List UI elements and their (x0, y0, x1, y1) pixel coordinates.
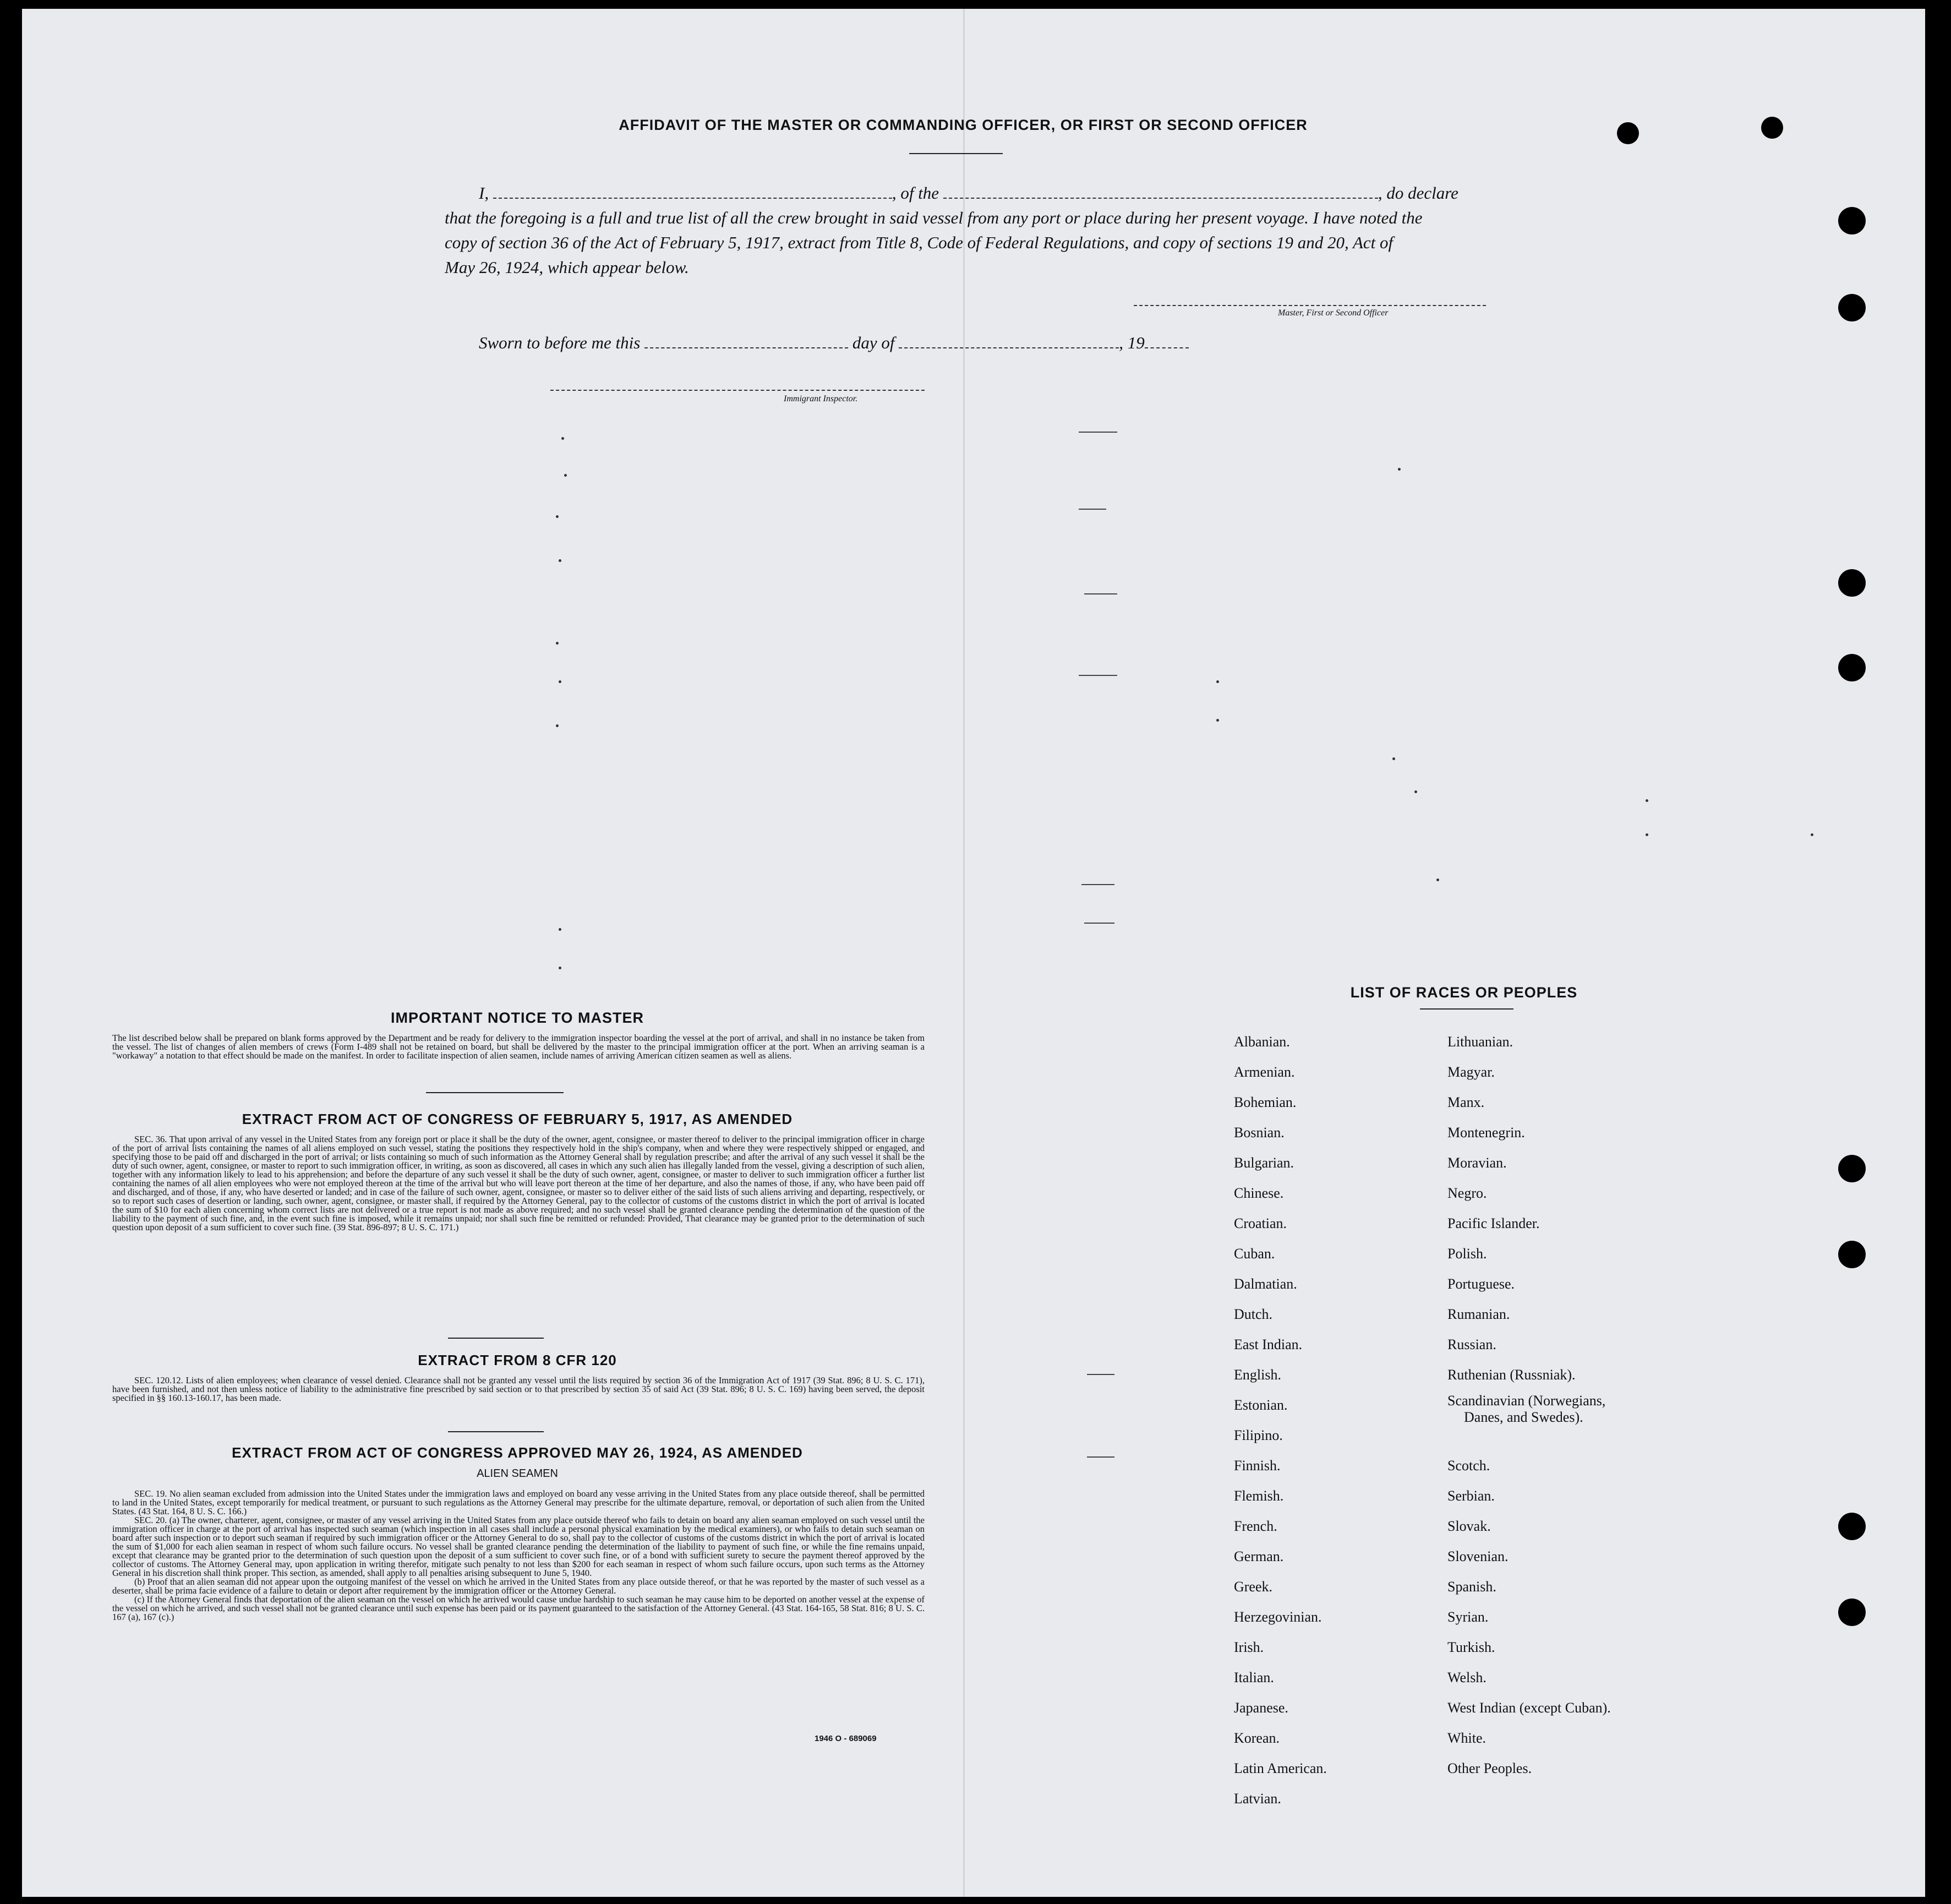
race-item: Scandinavian (Norwegians, (1447, 1393, 1606, 1409)
race-item: Bulgarian. (1234, 1155, 1294, 1171)
race-item: West Indian (except Cuban). (1447, 1700, 1611, 1716)
race-item: Herzegovinian. (1234, 1609, 1322, 1625)
scan-mark (1079, 509, 1106, 510)
race-item: Spanish. (1447, 1579, 1496, 1595)
affidavit-i: I, (479, 183, 489, 203)
scan-speck (556, 724, 559, 727)
sec20b-text: (b) Proof that an alien seaman did not appear upon the outgoing manifest of the vessel on which he arrived in the United States from any place outside thereof, or that he was reported by the master of such vessel as a deserter, shall be prima facie evidence of a failure to detain or deport after requirement by the immigration officer or the Attorney General. (112, 1576, 925, 1596)
race-item: White. (1447, 1730, 1487, 1746)
race-item: French. (1234, 1518, 1277, 1534)
scan-speck (559, 680, 561, 683)
race-item: Flemish. (1234, 1488, 1284, 1504)
race-item: Negro. (1447, 1185, 1487, 1201)
race-item: Dalmatian. (1234, 1276, 1297, 1292)
affidavit-line4: May 26, 1924, which appear below. (445, 258, 689, 277)
scan-speck (1811, 833, 1813, 836)
race-item: Dutch. (1234, 1306, 1273, 1322)
affidavit-declare: , do declare (1378, 183, 1458, 203)
scan-speck (1392, 757, 1395, 760)
race-item: Russian. (1447, 1336, 1496, 1352)
binder-hole (1838, 1513, 1866, 1540)
master-signature-line[interactable] (1134, 301, 1486, 306)
extract-cfr-title: EXTRACT FROM 8 CFR 120 (418, 1352, 617, 1368)
sec19-text: SEC. 19. No alien seaman excluded from admission into the United States under the immigration laws and employed on board any vesse arriving in the United States from any place outside thereof, shall be permitted to land in the United States, except temporarily for medical treatment, or pursuant to such regulations as the Attorney General may prescribe for the ultimate departure, removal, or deportation of such alien from the United States. (43 Stat. 164, 8 U. S. C. 166.) (112, 1488, 925, 1516)
inspector-signature-line[interactable] (550, 385, 925, 391)
scan-speck (559, 967, 561, 969)
notice-title: IMPORTANT NOTICE TO MASTER (391, 1010, 644, 1026)
scan-mark (1079, 432, 1117, 433)
race-item: Syrian. (1447, 1609, 1489, 1625)
race-item: Croatian. (1234, 1215, 1287, 1231)
race-item: Pacific Islander. (1447, 1215, 1540, 1231)
binder-hole (1838, 654, 1866, 681)
race-item: Albanian. (1234, 1034, 1290, 1050)
binder-hole (1838, 1241, 1866, 1268)
alien-seamen-subtitle: ALIEN SEAMEN (477, 1467, 558, 1480)
race-item: Turkish. (1447, 1639, 1495, 1655)
scan-speck (1216, 719, 1219, 722)
binder-hole (1838, 1155, 1866, 1182)
race-item: Korean. (1234, 1730, 1280, 1746)
scan-mark (1084, 923, 1114, 924)
print-code: 1946 O - 689069 (815, 1734, 877, 1743)
race-item: Cuban. (1234, 1246, 1275, 1262)
scan-speck (556, 642, 559, 645)
extract-1917-body: SEC. 36. That upon arrival of any vessel in the United States from any foreign port or place it shall be the duty of the owner, agent, consignee, or master thereof to deliver to the principal immigration officer in charge of the port of arrival lists containing the names of all aliens employed on such vessel, stating the positions they respectively hold in the ship's company, when and where they were respectively shipped or engaged, and specifying those to be paid off and discharged in the port of arrival; or lists containing so much of such information as the Attorney General shall by regulation prescribe; and after the arrival of any such vessel it shall be the duty of such owner, agent, consignee, or master to report to such immigration officer, in writing, as soon as discovered, all cases in which any such alien has illegally landed from the vessel, giving a description of such alien, together with any information likely to lead to his apprehension; and before the departure of any such vessel it shall be the duty of such owner, agent, consignee, or master to deliver to such immigration officer a further list containing the names of all alien employees who were not employed thereon at the time of the arrival but who will leave port thereon at the time of her departure, and also the names of those, if any, who have been paid off and discharged, and of those, if any, who have deserted or landed; and in case of the failure of such owner, agent, consignee, or master so to deliver either of the said lists of such aliens arriving and departing, respectively, or so to report such cases of desertion or landing, such owner, agent, consignee, or master shall, if required by the Attorney General, pay to the collector of customs of the customs district in which the port of arrival is located the sum of $10 for each alien concerning whom correct lists are not delivered or a true report is not made as above required; and no such vessel shall be granted clearance pending the determination of the question of the liability to the payment of such fine, and, in the event such fine is imposed, while it remains unpaid; nor shall such fine be remitted or refunded: Provided, That clearance may be granted prior to the determination of such question upon deposit of a sum sufficient to cover such fine. (39 Stat. 896-897; 8 U. S. C. 171.) (112, 1134, 925, 1232)
affidavit-title: AFFIDAVIT OF THE MASTER OR COMMANDING OFFICER, OR FIRST OR SECOND OFFICER (619, 117, 1308, 133)
scan-speck (1414, 790, 1417, 793)
race-item: Greek. (1234, 1579, 1273, 1595)
scan-speck (559, 559, 561, 562)
binder-hole (1617, 122, 1639, 144)
scan-speck (559, 928, 561, 931)
scan-mark (1081, 884, 1114, 885)
scan-mark (1087, 1374, 1114, 1375)
race-item: Serbian. (1447, 1488, 1495, 1504)
affidavit-text (445, 181, 1512, 280)
year-prefix: , 19 (1119, 333, 1145, 352)
binder-hole (1838, 207, 1866, 234)
extract-1924-body (112, 1490, 925, 1622)
race-item: Welsh. (1447, 1670, 1487, 1685)
sworn-line (479, 330, 1189, 355)
binder-hole (1838, 1599, 1866, 1626)
scan-mark (1087, 1456, 1114, 1458)
race-item: Armenian. (1234, 1064, 1295, 1080)
master-signature-label: Master, First or Second Officer (1278, 308, 1389, 318)
race-item: Scotch. (1447, 1458, 1490, 1474)
scan-speck (1216, 680, 1219, 683)
scan-mark (1084, 593, 1117, 594)
race-item: Irish. (1234, 1639, 1264, 1655)
race-item: Danes, and Swedes). (1464, 1409, 1583, 1425)
race-item: Montenegrin. (1447, 1125, 1525, 1141)
race-item: Manx. (1447, 1094, 1485, 1110)
sworn-day-field[interactable] (644, 347, 848, 348)
scan-speck (1646, 833, 1648, 836)
section-rule (448, 1338, 544, 1339)
binder-hole (1838, 569, 1866, 597)
race-item: Ruthenian (Russniak). (1447, 1367, 1576, 1383)
name-field[interactable] (493, 197, 892, 199)
day-of-label: day of (852, 333, 895, 352)
section-rule (448, 1431, 544, 1432)
section-rule (426, 1092, 564, 1093)
race-item: Lithuanian. (1447, 1034, 1513, 1050)
race-item: Rumanian. (1447, 1306, 1510, 1322)
inspector-label: Immigrant Inspector. (784, 394, 858, 403)
race-item: East Indian. (1234, 1336, 1303, 1352)
scan-mark (1079, 675, 1117, 676)
races-title: LIST OF RACES OR PEOPLES (1350, 984, 1578, 1001)
race-item: Italian. (1234, 1670, 1274, 1685)
binder-hole (1761, 117, 1783, 139)
sworn-month-field[interactable] (899, 347, 1119, 348)
race-item: Bosnian. (1234, 1125, 1285, 1141)
race-item: Slovenian. (1447, 1548, 1509, 1564)
race-item: Bohemian. (1234, 1094, 1297, 1110)
race-item: German. (1234, 1548, 1284, 1564)
notice-body: The list described below shall be prepared on blank forms approved by the Department and be ready for delivery to the immigration inspector boarding the vessel at the port of arrival, and shall in no instance be taken from the vessel. The list of changes of alien members of crews (Form I-489 shall not be retained on board, but shall be delivered by the master to the principal immigration officer at the port. When an arriving seaman is a "workaway" a notation to that effect should be made on the manifest. In order to facilitate inspection of alien seamen, include names of arriving American citizen seamen as well as aliens. (112, 1033, 925, 1061)
affidavit-line3: copy of section 36 of the Act of February 5, 1917, extract from Title 8, Code of Federal Regulations, and copy of sections 19 and 20, Act of (445, 233, 1393, 252)
race-item: English. (1234, 1367, 1281, 1383)
race-item: Latvian. (1234, 1791, 1281, 1807)
race-item: Chinese. (1234, 1185, 1284, 1201)
race-item: Finnish. (1234, 1458, 1281, 1474)
sworn-year-field[interactable] (1145, 347, 1189, 348)
title-rule (909, 153, 1003, 154)
race-item: Slovak. (1447, 1518, 1491, 1534)
affidavit-line2: that the foregoing is a full and true list of all the crew brought in said vessel from any port or place during her present voyage. I have noted the (445, 208, 1423, 227)
race-item: Magyar. (1447, 1064, 1495, 1080)
race-item: Japanese. (1234, 1700, 1288, 1716)
scan-speck (561, 437, 564, 440)
extract-cfr-body: SEC. 120.12. Lists of alien employees; when clearance of vessel denied. Clearance shall not be granted any vessel until the lists required by section 36 of the Immigration Act of 1917 (39 Stat. 896; 8 U. S. C. 171), have been furnished, and not then unless notice of liability to the administrative fine prescribed by said section or to that prescribed by section 35 of said Act (39 Stat. 896; 8 U. S. C. 169) having been served, the deposit specified in §§ 160.13-160.17, has been made. (112, 1375, 925, 1403)
scan-speck (564, 474, 567, 477)
binder-hole (1838, 294, 1866, 321)
races-rule (1420, 1008, 1513, 1010)
extract-1924-title: EXTRACT FROM ACT OF CONGRESS APPROVED MAY 26, 1924, AS AMENDED (232, 1444, 803, 1461)
scan-speck (556, 515, 559, 518)
race-item: Filipino. (1234, 1427, 1283, 1443)
race-item: Other Peoples. (1447, 1760, 1532, 1776)
fold-line (963, 9, 965, 1897)
race-item: Latin American. (1234, 1760, 1327, 1776)
extract-1917-title: EXTRACT FROM ACT OF CONGRESS OF FEBRUARY 5, 1917, AS AMENDED (242, 1111, 793, 1127)
scan-speck (1646, 799, 1648, 802)
scan-speck (1436, 879, 1439, 881)
race-item: Portuguese. (1447, 1276, 1515, 1292)
document-page (22, 9, 1925, 1897)
race-item: Moravian. (1447, 1155, 1507, 1171)
sec20c-text: (c) If the Attorney General finds that deportation of the alien seaman on the vessel on which he arrived would cause undue hardship to such seaman he may cause him to be deported on another vessel at the expense of the vessel on which he arrived, and such vessel shall not be granted clearance until such expense has been paid or its payment guaranteed to the satisfaction of the Attorney General. (43 Stat. 164-165, 58 Stat. 816; 8 U. S. C. 167 (a), 167 (c).) (112, 1594, 925, 1622)
affidavit-of-the: , of the (892, 183, 939, 203)
sec20a-text: SEC. 20. (a) The owner, charterer, agent, consignee, or master of any vessel arriving in the United States from any place outside thereof who fails to detain on board any alien seaman employed on such vessel until the immigration officer in charge at the port of arrival has inspected such seaman (which inspection in all cases shall include a personal physical examination by the medical examiners), or who fails to detain such seaman on board after such inspection or to deport such seaman if required by such immigration officer or the Attorney General to do so, shall pay to the collector of customs of the customs district in which the port of arrival is located the sum of $1,000 for each alien seaman in respect of whom such failure occurs. No vessel shall be granted clearance pending the determination of the liability to payment of such fine, or while the fine remains unpaid, except that clearance may be granted prior to the determination of such question upon the deposit of a sum sufficient to cover such fine, or of a bond with sufficient surety to secure the payment thereof approved by the collector of customs. The Attorney General may, upon application in writing therefor, mitigate such penalty to not less than $200 for each seaman in respect of whom such failure occurs, upon such terms as the Attorney General in his discretion shall think proper. This section, as amended, shall apply to all penalties arising subsequent to June 5, 1940. (112, 1515, 925, 1578)
race-item: Polish. (1447, 1246, 1487, 1262)
sworn-label: Sworn to before me this (479, 333, 641, 352)
race-item: Estonian. (1234, 1397, 1288, 1413)
scan-speck (1398, 468, 1401, 471)
vessel-field[interactable] (943, 197, 1378, 199)
